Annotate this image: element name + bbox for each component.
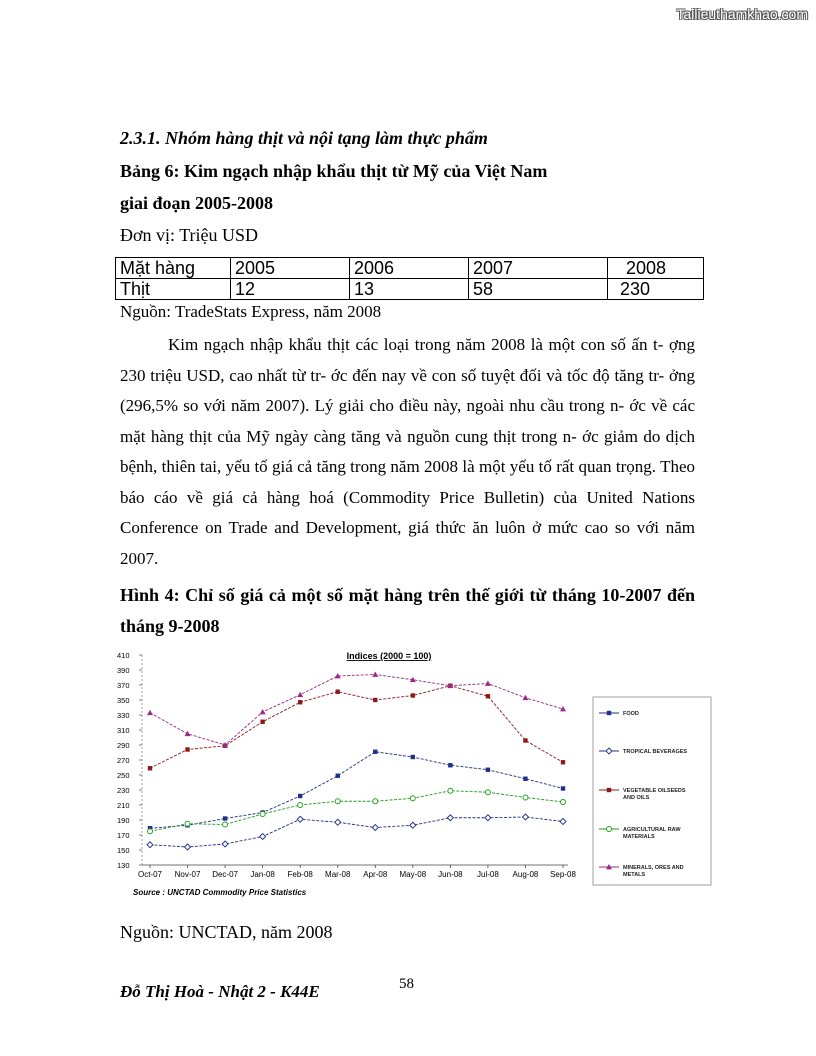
x-tick-label: Nov-07	[174, 870, 201, 879]
table-title-line1: Bảng 6: Kim ngạch nhập khẩu thịt từ Mỹ của Việt Nam	[120, 161, 548, 181]
table-cell: Thịt	[116, 279, 231, 300]
table-source: Nguồn: TradeStats Express, năm 2008	[120, 302, 382, 321]
data-point	[486, 768, 490, 772]
y-tick-label: 330	[117, 711, 130, 720]
x-tick-label: Jul-08	[477, 870, 499, 879]
data-point	[486, 694, 490, 698]
data-point	[522, 695, 528, 700]
y-tick-label: 210	[117, 801, 130, 810]
data-point	[561, 800, 566, 805]
legend-marker	[607, 788, 611, 792]
legend-label: VEGETABLE OILSEEDS AND OILS	[623, 788, 686, 801]
data-point	[185, 747, 189, 751]
data-point	[335, 799, 340, 804]
data-point	[448, 763, 452, 767]
data-point	[372, 825, 378, 831]
data-point	[485, 815, 491, 821]
data-point	[410, 822, 416, 828]
table-header-row	[116, 258, 704, 279]
data-point	[523, 738, 527, 742]
data-point	[185, 844, 191, 850]
data-point	[410, 796, 415, 801]
x-tick-label: May-08	[399, 870, 427, 879]
data-point	[147, 842, 153, 848]
x-tick-label: Jan-08	[250, 870, 275, 879]
y-tick-label: 390	[117, 666, 130, 675]
y-tick-label: 170	[117, 831, 130, 840]
table-header-cell: 2006	[350, 258, 469, 279]
series-0	[148, 750, 565, 831]
x-tick-label: Dec-07	[212, 870, 238, 879]
data-point	[372, 672, 378, 677]
x-tick-label: Mar-08	[325, 870, 351, 879]
table-cell: 13	[350, 279, 469, 300]
data-point	[148, 829, 153, 834]
y-tick-label: 370	[117, 681, 130, 690]
series-line	[150, 817, 563, 847]
chart-title: Indices (2000 = 100)	[346, 651, 432, 661]
y-axis	[117, 651, 142, 870]
figure-title: Hình 4: Chỉ số giá cả một số mặt hàng trên thế giới từ tháng 10-2007 đến tháng 9-2008	[120, 585, 695, 636]
data-point	[223, 822, 228, 827]
data-point	[260, 834, 266, 840]
import-table	[115, 257, 704, 300]
legend-marker	[607, 711, 611, 715]
legend-label: FOOD	[623, 711, 639, 717]
legend-marker	[607, 827, 612, 832]
table-header-cell: 2008	[608, 258, 704, 279]
data-point	[561, 786, 565, 790]
legend-label: AGRICULTURAL RAW MATERIALS	[623, 827, 681, 840]
data-point	[260, 709, 266, 714]
data-point	[222, 841, 228, 847]
data-point	[411, 693, 415, 697]
data-point	[185, 731, 191, 736]
data-point	[485, 790, 490, 795]
data-point	[447, 815, 453, 821]
data-point	[561, 760, 565, 764]
y-tick-label: 310	[117, 726, 130, 735]
table-header-cell: 2007	[469, 258, 608, 279]
y-tick-label: 130	[117, 861, 130, 870]
y-tick-label: 150	[117, 846, 130, 855]
legend-label: TROPICAL BEVERAGES	[623, 749, 688, 755]
y-tick-label: 190	[117, 816, 130, 825]
series-layer	[147, 672, 566, 851]
data-point	[560, 819, 566, 825]
y-tick-label: 410	[117, 651, 130, 660]
x-tick-label: Jun-08	[438, 870, 463, 879]
x-tick-label: Sep-08	[550, 870, 576, 879]
watermark: Tailieuthamkhao.com	[676, 6, 808, 22]
data-point	[336, 774, 340, 778]
section-heading: 2.3.1. Nhóm hàng thịt và nội tạng làm thực phẩm	[120, 128, 488, 148]
data-point	[147, 710, 153, 715]
table-cell: 12	[231, 279, 350, 300]
page-number: 58	[399, 976, 414, 992]
table-cell: 230	[608, 279, 704, 300]
data-point	[523, 777, 527, 781]
series-line	[150, 752, 563, 829]
data-point	[373, 799, 378, 804]
data-point	[373, 698, 377, 702]
x-tick-label: Aug-08	[512, 870, 539, 879]
series-3	[148, 788, 566, 834]
data-point	[448, 788, 453, 793]
x-axis	[138, 865, 576, 879]
data-point	[522, 814, 528, 820]
data-point	[523, 795, 528, 800]
y-tick-label: 230	[117, 786, 130, 795]
data-point	[411, 755, 415, 759]
table-header-cell: 2005	[231, 258, 350, 279]
chart-legend	[593, 697, 711, 885]
data-point	[297, 816, 303, 822]
table-header-cell: Mặt hàng	[116, 258, 231, 279]
body-paragraph: Kim ngạch nhập khẩu thịt các loại trong năm 2008 là một con số ấn t- ợng 230 triệu USD, cao nhất từ tr- ớc đến nay về con số tuyệt đối và tốc độ tăng tr- ởng (296,5% so với năm 2007). Lý giải cho điều này, ngoài nhu cầu trong n- ớc về các mặt hàng thịt của Mỹ ngày càng tăng và nguồn cung thịt trong n- ớc giảm do dịch bệnh, thiên tai, yếu tố giá cả tăng trong năm 2008 là một yếu tố rất quan trọng. Theo báo cáo về giá cả hàng hoá (Commodity Price Bulletin) của United Nations Conference on Trade and Development, giá thức ăn luôn ở mức cao so với năm 2007.	[120, 335, 695, 568]
series-line	[150, 686, 563, 769]
table-cell: 58	[469, 279, 608, 300]
data-point	[297, 692, 303, 697]
data-point	[298, 794, 302, 798]
series-1	[147, 814, 566, 850]
unit-label: Đơn vị: Triệu USD	[120, 225, 259, 245]
commodity-price-chart	[115, 645, 715, 905]
series-4	[147, 672, 566, 748]
data-point	[298, 803, 303, 808]
y-tick-label: 350	[117, 696, 130, 705]
table-title-line2: giai đoạn 2005-2008	[120, 193, 274, 213]
series-2	[148, 684, 565, 771]
x-tick-label: Apr-08	[363, 870, 388, 879]
data-point	[260, 812, 265, 817]
y-tick-label: 290	[117, 741, 130, 750]
legend-label: MINERALS, ORES AND METALS	[623, 865, 684, 878]
y-tick-label: 250	[117, 771, 130, 780]
data-point	[260, 720, 264, 724]
data-point	[336, 690, 340, 694]
data-point	[185, 821, 190, 826]
data-point	[223, 816, 227, 820]
chart-source-note: Source : UNCTAD Commodity Price Statistics	[133, 888, 307, 897]
series-line	[150, 675, 563, 746]
table-row	[116, 279, 704, 300]
figure-source: Nguồn: UNCTAD, năm 2008	[120, 922, 333, 942]
data-point	[335, 819, 341, 825]
footer-author: Đỗ Thị Hoà - Nhật 2 - K44E	[120, 982, 320, 1001]
data-point	[298, 700, 302, 704]
y-tick-label: 270	[117, 756, 130, 765]
x-tick-label: Feb-08	[287, 870, 313, 879]
x-tick-label: Oct-07	[137, 870, 163, 879]
data-point	[148, 766, 152, 770]
data-point	[373, 750, 377, 754]
